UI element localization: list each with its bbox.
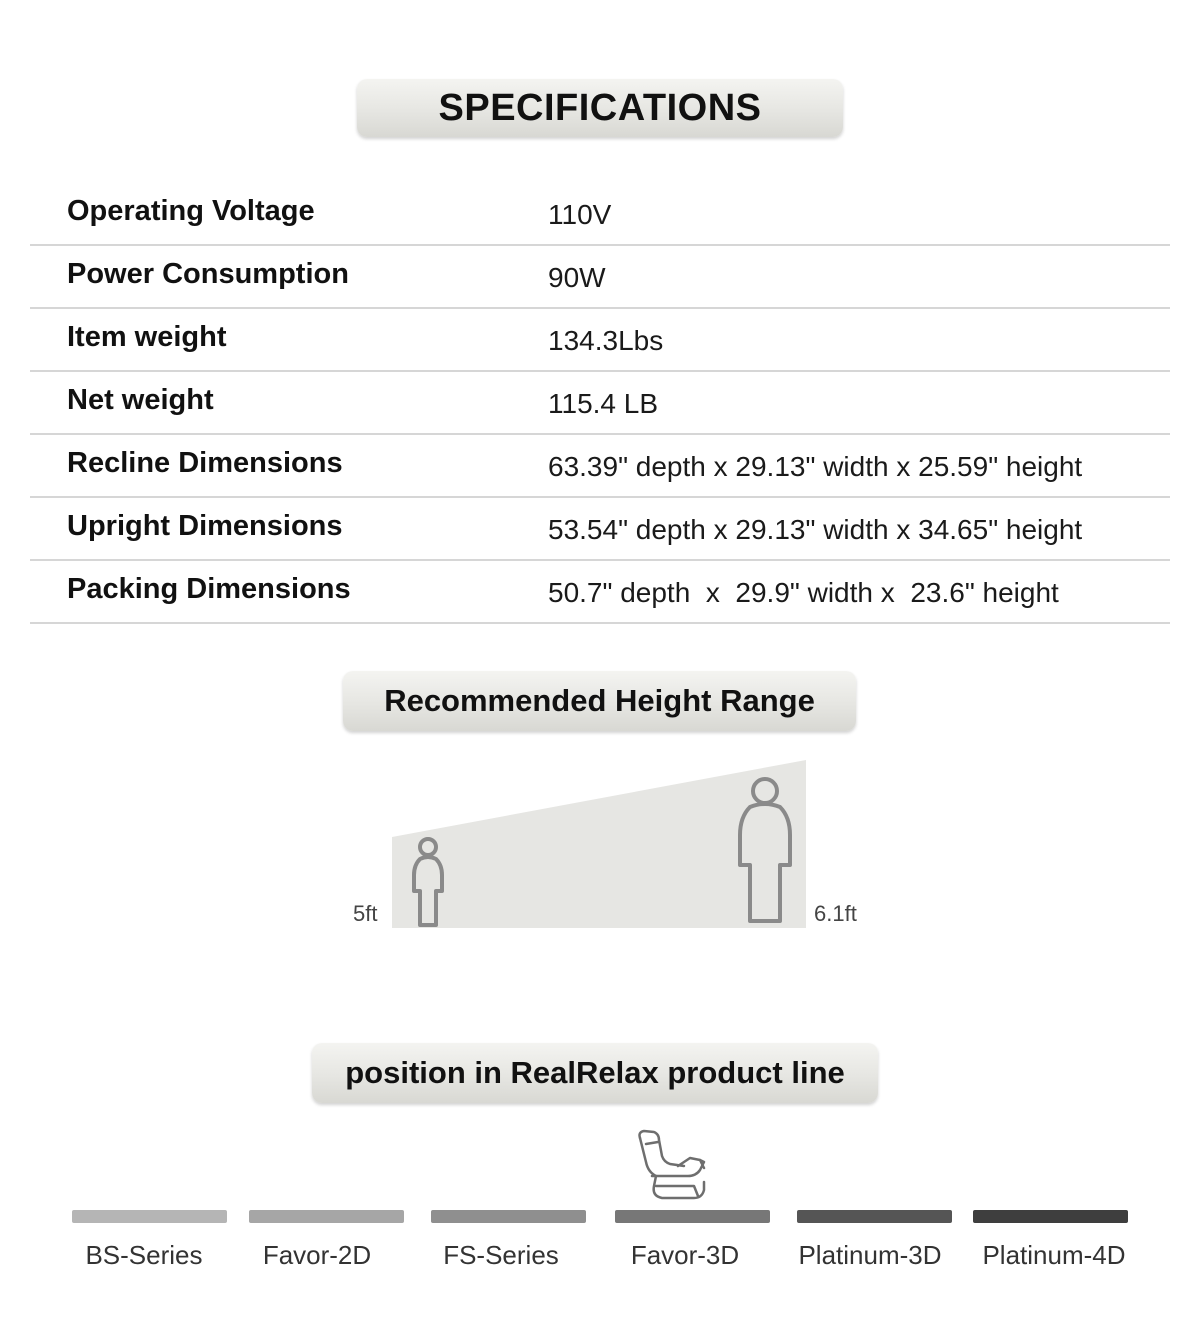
max-height-label: 6.1ft xyxy=(814,901,857,926)
spec-value: 63.39" depth x 29.13" width x 25.59" height xyxy=(548,451,1083,482)
product-label-favor-2d: Favor-2D xyxy=(262,1240,372,1270)
product-label-platinum-4d: Platinum-4D xyxy=(982,1240,1126,1270)
spec-value: 134.3Lbs xyxy=(548,325,664,356)
spec-row-net-weight xyxy=(30,372,1170,435)
spec-row-power-consumption xyxy=(30,246,1170,309)
height-range-wedge xyxy=(392,760,806,928)
product-label-bs-series: BS-Series xyxy=(85,1240,203,1270)
product-label-favor-3d: Favor-3D xyxy=(630,1240,740,1270)
product-bar-fs-series xyxy=(431,1210,586,1223)
product-line-title: position in RealRelax product line xyxy=(312,1043,878,1103)
spec-value: 115.4 LB xyxy=(548,388,659,419)
spec-label: Packing Dimensions xyxy=(67,573,351,605)
spec-label: Upright Dimensions xyxy=(67,510,343,542)
spec-row-packing-dimensions xyxy=(30,561,1170,624)
product-bar-platinum-3d xyxy=(797,1210,952,1223)
massage-chair-icon xyxy=(632,1128,712,1204)
spec-row-operating-voltage xyxy=(30,183,1170,246)
spec-value: 90W xyxy=(548,262,606,293)
product-label-fs-series: FS-Series xyxy=(443,1240,559,1270)
product-bar-favor-3d xyxy=(615,1210,770,1223)
spec-label: Item weight xyxy=(67,321,227,353)
spec-row-upright-dimensions xyxy=(30,498,1170,561)
spec-label: Recline Dimensions xyxy=(67,447,343,479)
height-range-graphic xyxy=(340,755,880,935)
spec-row-recline-dimensions xyxy=(30,435,1170,498)
specifications-title: SPECIFICATIONS xyxy=(357,79,843,137)
product-label-platinum-3d: Platinum-3D xyxy=(798,1240,942,1270)
spec-value: 50.7" depth x 29.9" width x 23.6" height xyxy=(548,577,1059,608)
product-bar-bs-series xyxy=(72,1210,227,1223)
height-range-title: Recommended Height Range xyxy=(343,671,856,731)
spec-value: 110V xyxy=(548,199,612,230)
spec-value: 53.54" depth x 29.13" width x 34.65" height xyxy=(548,514,1083,545)
spec-label: Net weight xyxy=(67,384,214,416)
specifications-table xyxy=(30,183,1170,624)
min-height-label: 5ft xyxy=(353,901,378,926)
spec-label: Operating Voltage xyxy=(67,195,315,227)
spec-row-item-weight xyxy=(30,309,1170,372)
product-bar-favor-2d xyxy=(249,1210,404,1223)
product-bar-platinum-4d xyxy=(973,1210,1128,1223)
spec-label: Power Consumption xyxy=(67,258,349,290)
